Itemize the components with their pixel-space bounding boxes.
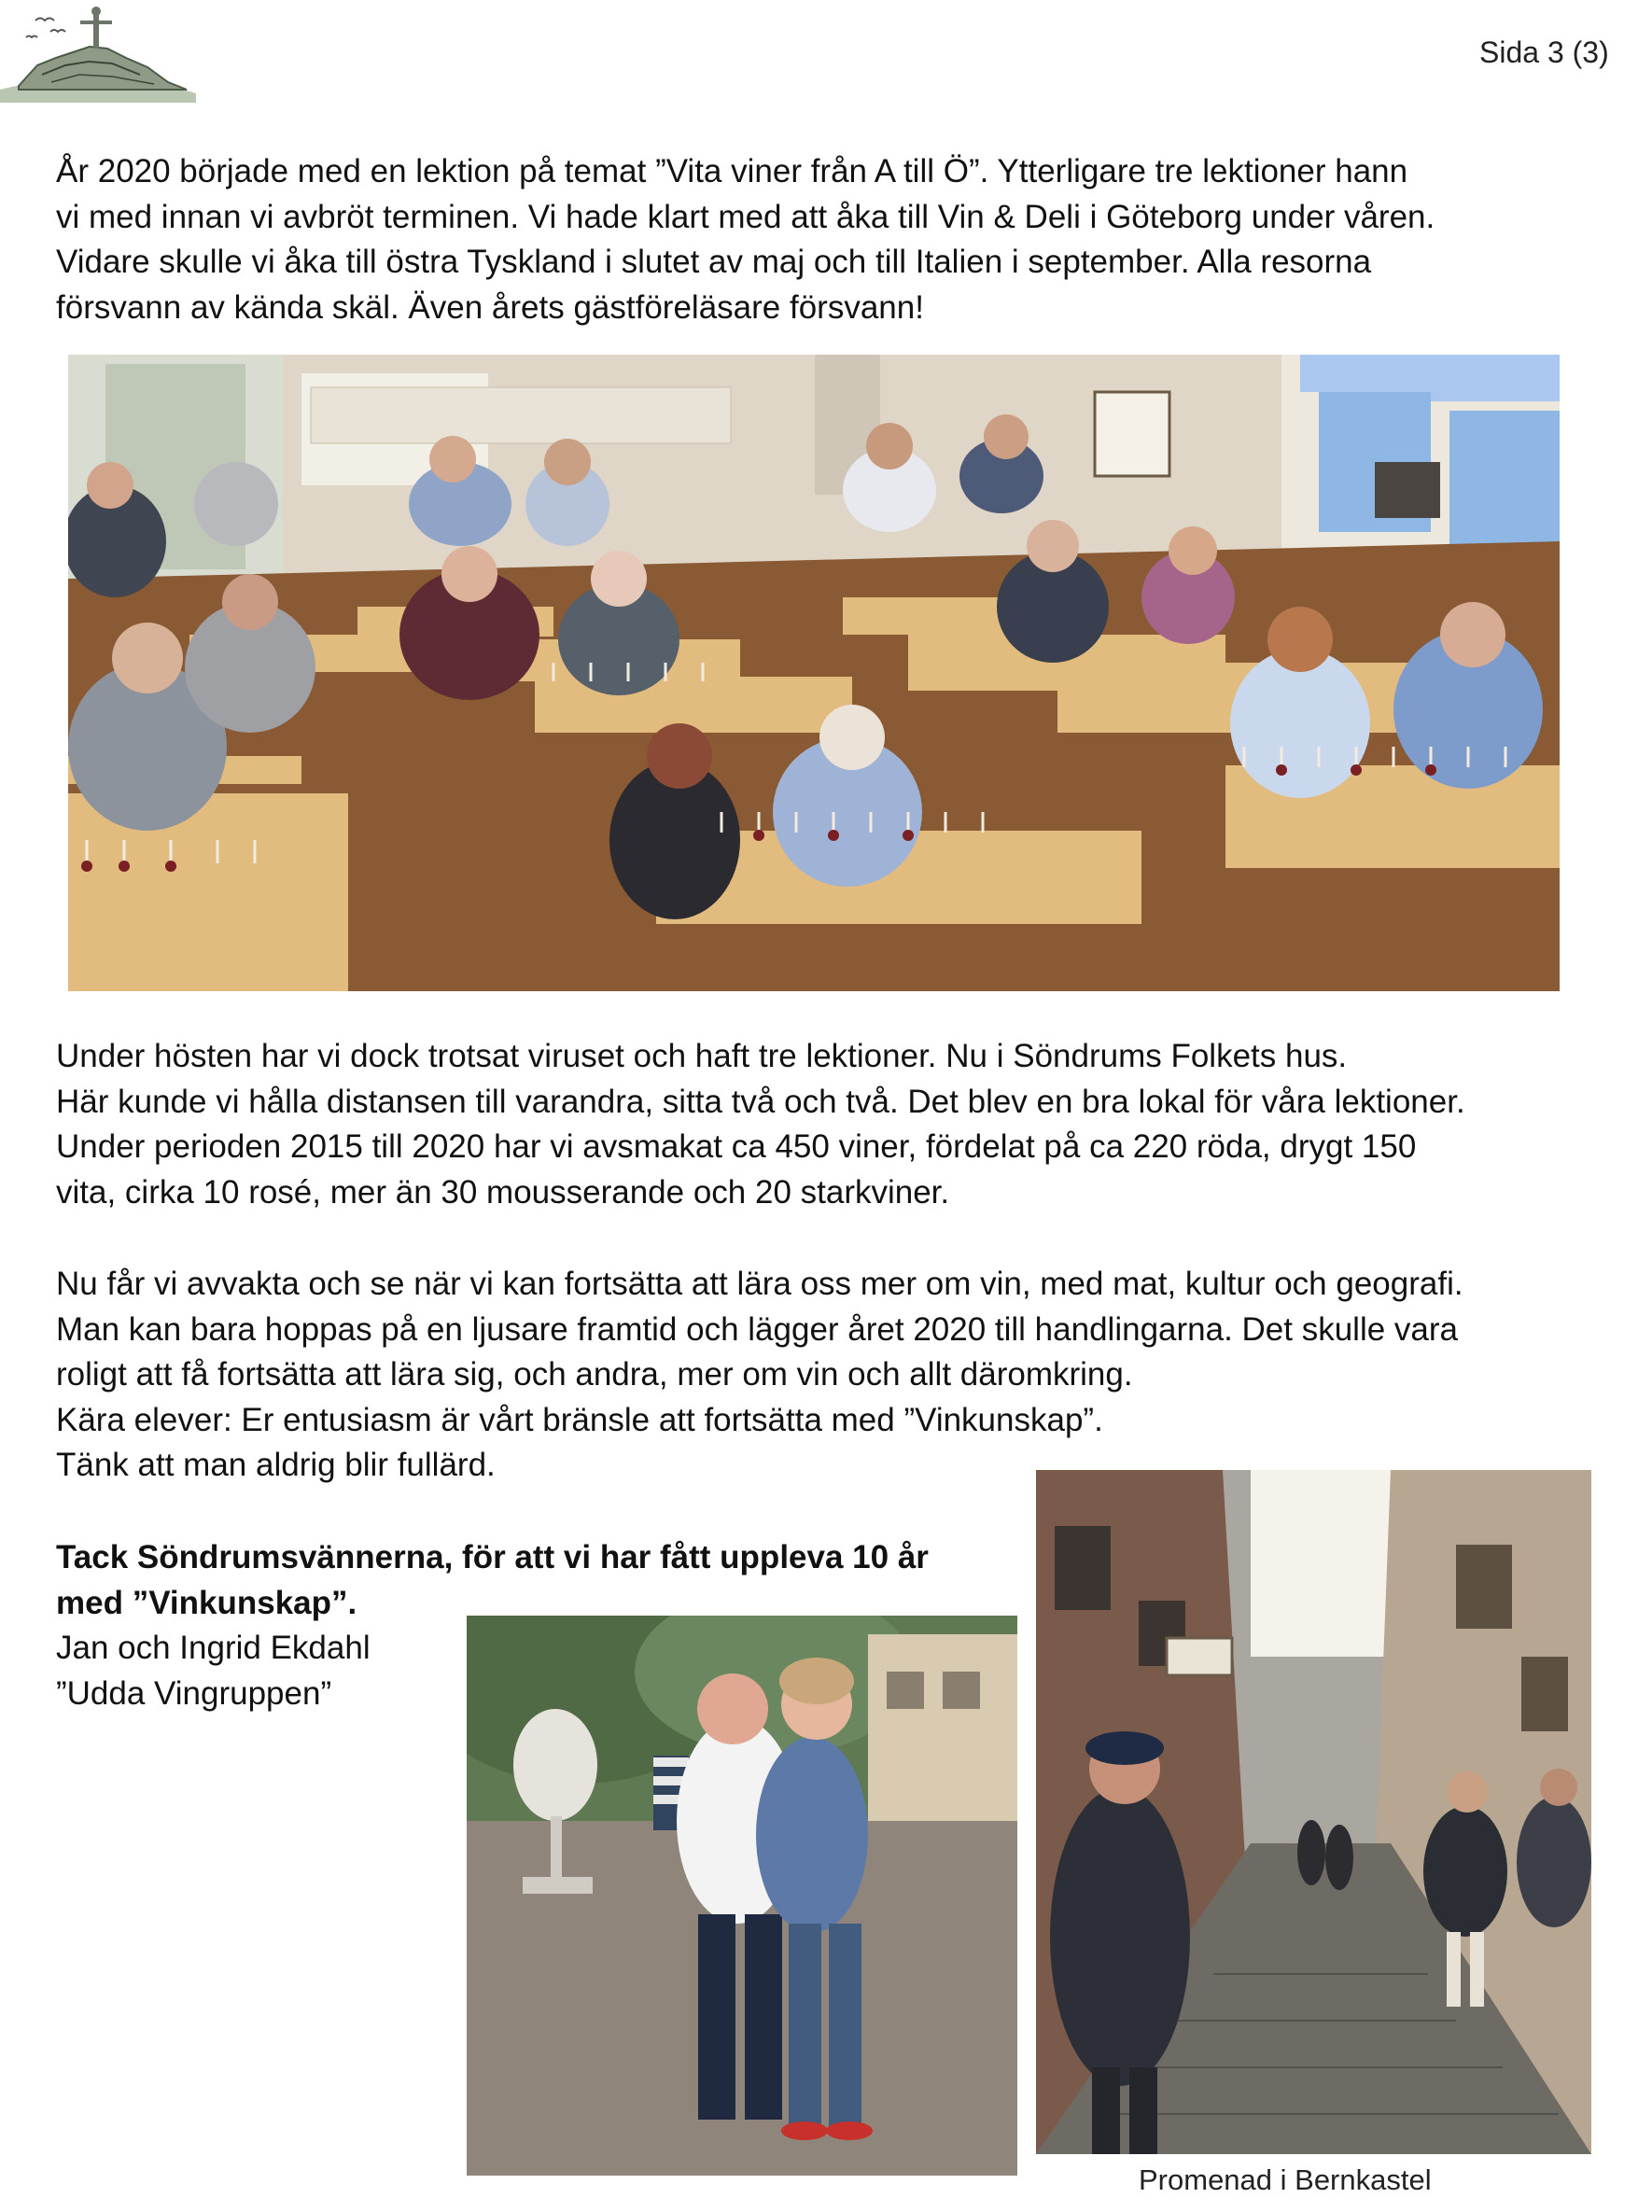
autumn-line: Här kunde vi hålla distansen till varandra, sitta två och två. Det blev en bra lokal för våra lektioner.	[56, 1083, 1465, 1120]
autumn-paragraph	[56, 1034, 1465, 1215]
future-paragraph	[56, 1262, 1463, 1489]
future-line: Tänk att man aldrig blir fullärd.	[56, 1447, 496, 1483]
autumn-line: Under perioden 2015 till 2020 har vi avsmakat ca 450 viner, fördelat på ca 220 röda, drygt 150	[56, 1128, 1417, 1165]
intro-line: År 2020 började med en lektion på temat ”Vita viner från A till Ö”. Ytterligare tre lektioner hann	[56, 153, 1408, 189]
autumn-line: vita, cirka 10 rosé, mer än 30 mousserande och 20 starkviner.	[56, 1173, 950, 1211]
island-statue-logo-icon	[0, 0, 196, 103]
future-line: Man kan bara hoppas på en ljusare framtid och lägger året 2020 till handlingarna. Det skulle vara	[56, 1310, 1459, 1348]
classroom-wine-tasting-photo	[68, 355, 1560, 991]
page-number: Sida 3 (3)	[1479, 35, 1609, 69]
signature-line: ”Udda Vingruppen”	[56, 1674, 332, 1712]
thanks-line: med ”Vinkunskap”.	[56, 1584, 357, 1621]
intro-line: försvann av kända skäl. Även årets gästföreläsare försvann!	[56, 288, 924, 326]
future-line: roligt att få fortsätta att lära sig, och andra, mer om vin och allt däromkring.	[56, 1356, 1133, 1393]
photo-caption: Promenad i Bernkastel	[1139, 2163, 1432, 2196]
future-line: Nu får vi avvakta och se när vi kan fortsätta att lära oss mer om vin, med mat, kultur och geografi.	[56, 1266, 1463, 1302]
intro-paragraph	[56, 149, 1435, 330]
thanks-line: Tack Söndrumsvännerna, för att vi har fått uppleva 10 år	[56, 1539, 929, 1575]
autumn-line: Under hösten har vi dock trotsat viruset och haft tre lektioner. Nu i Söndrums Folkets hus.	[56, 1038, 1348, 1074]
bernkastel-street-photo	[1036, 1470, 1591, 2154]
future-line: Kära elever: Er entusiasm är vårt bränsle att fortsätta med ”Vinkunskap”.	[56, 1401, 1103, 1438]
intro-line: vi med innan vi avbröt terminen. Vi hade klart med att åka till Vin & Deli i Göteborg under våren.	[56, 198, 1435, 235]
intro-line: Vidare skulle vi åka till östra Tyskland i slutet av maj och till Italien i september. Alla resorna	[56, 244, 1372, 280]
couple-dancing-photo	[467, 1616, 1017, 2176]
signature-line: Jan och Ingrid Ekdahl	[56, 1630, 371, 1666]
